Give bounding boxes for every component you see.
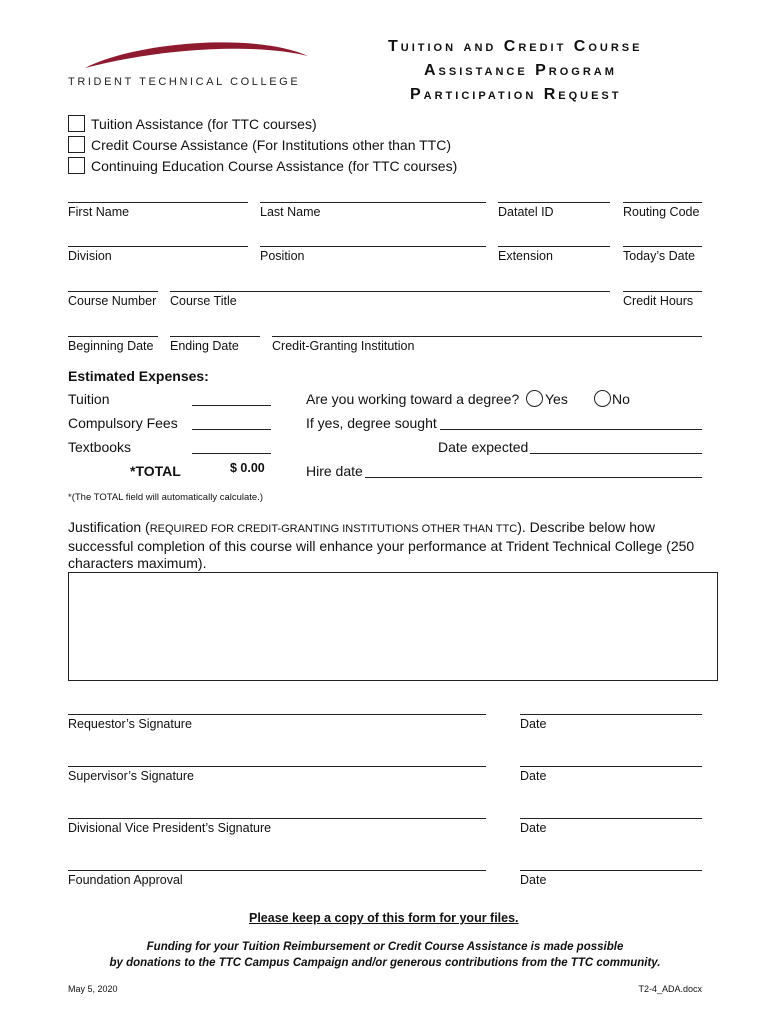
course-title-field[interactable] [170,291,610,292]
justification-instructions [68,519,708,572]
justification-textarea[interactable] [68,572,718,681]
credit-course-checkbox[interactable] [68,136,85,153]
ending-date-label: Ending Date [170,339,239,353]
requestor-date-field[interactable] [520,714,702,715]
routing-code-field[interactable] [623,202,702,203]
degree-yes-label: Yes [545,391,568,407]
compulsory-fees-label: Compulsory Fees [68,415,178,431]
justification-lead: Justification ( [68,519,150,535]
beginning-date-label: Beginning Date [68,339,154,353]
textbooks-label: Textbooks [68,439,132,455]
hire-date-field[interactable] [365,477,702,478]
tuition-amount-field[interactable] [192,405,271,406]
supervisor-signature-field[interactable] [68,766,486,767]
credit-institution-field[interactable] [272,336,702,337]
division-field[interactable] [68,246,248,247]
form-title-line-1: Tuition and Credit Course [388,38,643,55]
requestor-signature-field[interactable] [68,714,486,715]
first-name-field[interactable] [68,202,248,203]
requestor-date-label: Date [520,717,547,731]
degree-question: Are you working toward a degree? [306,391,520,407]
justification-rest: ). Describe below how successful completion of this course will enhance your performance at Trident Technical College (250 characters maximum). [68,519,695,571]
course-title-label: Course Title [170,294,237,308]
course-number-field[interactable] [68,291,158,292]
foundation-approval-label: Foundation Approval [68,873,183,887]
vp-date-field[interactable] [520,818,702,819]
footer-date: May 5, 2020 [68,984,118,994]
continuing-education-checkbox[interactable] [68,157,85,174]
extension-label: Extension [498,249,553,263]
extension-field[interactable] [498,246,610,247]
degree-sought-label: If yes, degree sought [306,415,437,431]
tuition-assistance-label: Tuition Assistance (for TTC courses) [91,116,317,132]
vp-signature-field[interactable] [68,818,486,819]
tuition-label: Tuition [68,391,110,407]
course-number-label: Course Number [68,294,157,308]
fees-amount-field[interactable] [192,429,271,430]
date-expected-field[interactable] [530,453,702,454]
total-label: *TOTAL [130,463,181,479]
first-name-label: First Name [68,205,130,219]
foundation-approval-field[interactable] [68,870,486,871]
foundation-date-field[interactable] [520,870,702,871]
datatel-id-label: Datatel ID [498,205,554,219]
last-name-field[interactable] [260,202,486,203]
degree-sought-field[interactable] [440,429,702,430]
degree-yes-radio[interactable] [526,390,543,407]
funding-line-1: Funding for your Tuition Reimbursement or Credit Course Assistance is made possible [146,941,624,953]
beginning-date-field[interactable] [68,336,158,337]
position-field[interactable] [260,246,486,247]
supervisor-date-field[interactable] [520,766,702,767]
supervisor-date-label: Date [520,769,547,783]
requestor-signature-label: Requestor’s Signature [68,717,192,731]
vp-date-label: Date [520,821,547,835]
form-title-line-2: Assistance Program [424,62,617,79]
tuition-assistance-checkbox[interactable] [68,115,85,132]
date-expected-label: Date expected [438,439,529,455]
estimated-expenses-heading: Estimated Expenses: [68,368,209,384]
credit-hours-field[interactable] [623,291,702,292]
credit-institution-label: Credit-Granting Institution [272,339,415,353]
credit-course-label: Credit Course Assistance (For Institutions other than TTC) [91,137,451,153]
justification-caps: REQUIRED FOR CREDIT-GRANTING INSTITUTIONS OTHER THAN TTC [149,523,518,535]
foundation-date-label: Date [520,873,547,887]
continuing-education-label: Continuing Education Course Assistance (for TTC courses) [91,158,458,174]
keep-copy-notice: Please keep a copy of this form for your files. [249,911,519,925]
ending-date-field[interactable] [170,336,260,337]
last-name-label: Last Name [260,205,321,219]
total-value: $ 0.00 [230,461,265,475]
college-logo-swoosh [80,38,310,72]
college-name: TRIDENT TECHNICAL COLLEGE [68,76,301,88]
todays-date-label: Today’s Date [623,249,696,263]
todays-date-field[interactable] [623,246,702,247]
degree-no-label: No [612,391,630,407]
textbooks-amount-field[interactable] [192,453,271,454]
hire-date-label: Hire date [306,463,363,479]
routing-code-label: Routing Code [623,205,700,219]
funding-line-2: by donations to the TTC Campus Campaign and/or generous contributions from the TTC community. [109,957,661,969]
total-note: *(The TOTAL field will automatically calculate.) [68,492,264,503]
degree-no-radio[interactable] [594,390,611,407]
datatel-id-field[interactable] [498,202,610,203]
supervisor-signature-label: Supervisor’s Signature [68,769,194,783]
position-label: Position [260,249,305,263]
footer-filename: T2-4_ADA.docx [638,984,702,994]
division-label: Division [68,249,112,263]
form-title-line-3: Participation Request [410,86,622,103]
credit-hours-label: Credit Hours [623,294,694,308]
vp-signature-label: Divisional Vice President’s Signature [68,821,272,835]
